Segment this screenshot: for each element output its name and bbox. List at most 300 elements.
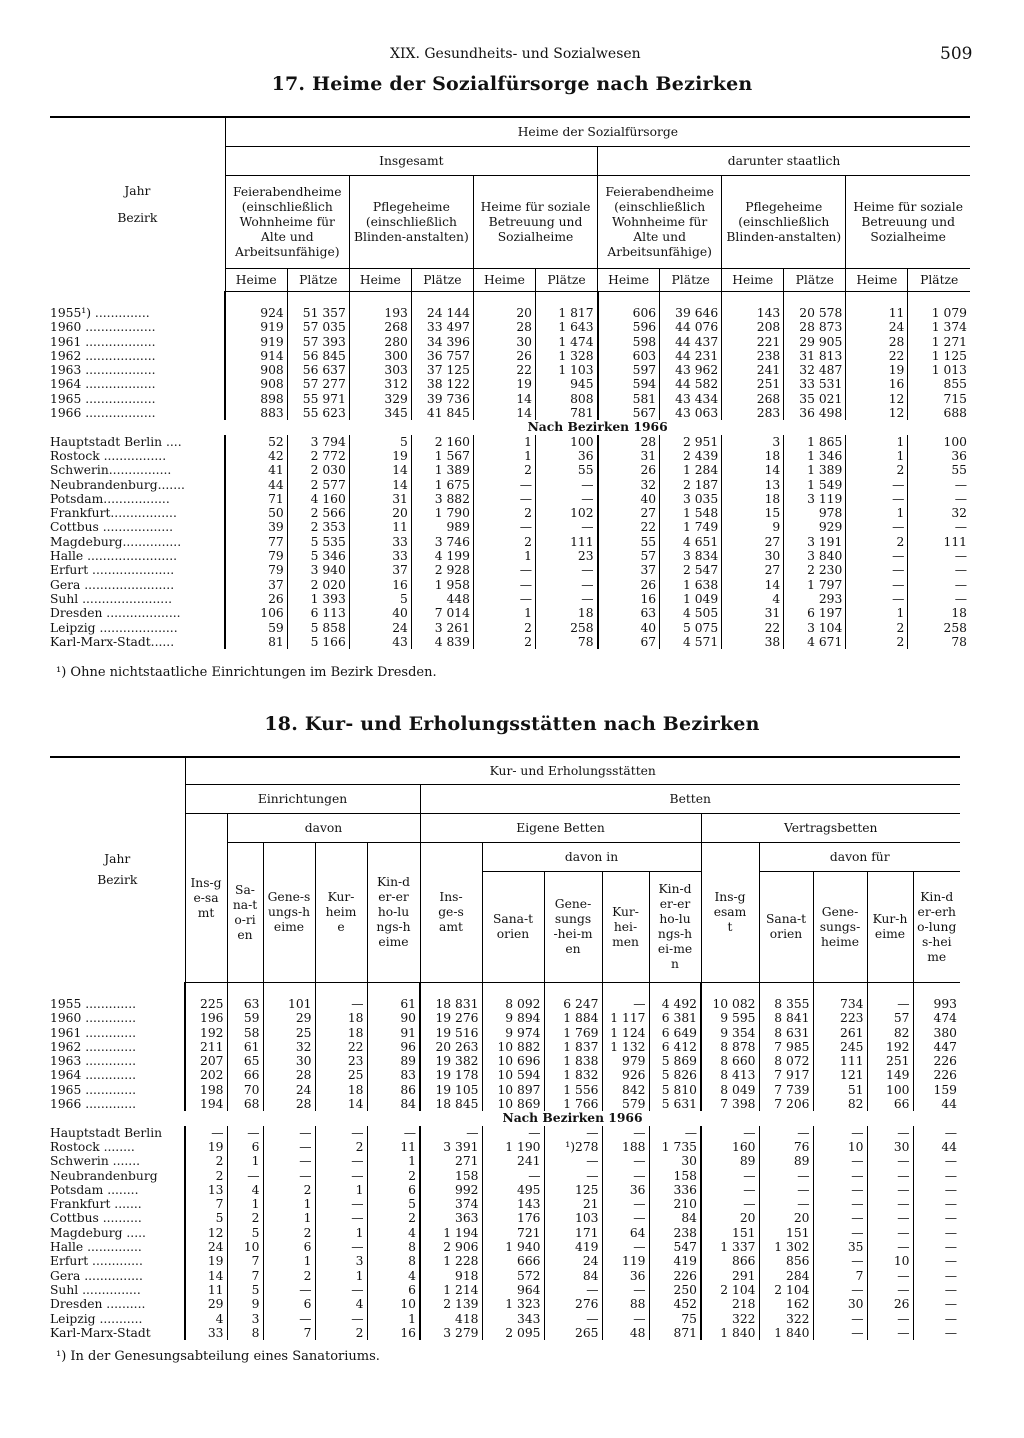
- cell: 3 191: [784, 535, 846, 549]
- cell: 90: [367, 1011, 420, 1025]
- cell: 149: [867, 1068, 913, 1082]
- cell: 474: [913, 1011, 960, 1025]
- section-spacer: [50, 1111, 185, 1125]
- cell: 6: [263, 1240, 315, 1254]
- cell: 5 346: [287, 549, 349, 563]
- cell: 1 132: [602, 1040, 649, 1054]
- cell: 3 940: [287, 563, 349, 577]
- eigene-genesung-header: [544, 872, 602, 983]
- cell: 598: [598, 335, 660, 349]
- cell: 32: [908, 506, 970, 520]
- cell: 9 974: [482, 1026, 544, 1040]
- soziale-heime-staatlich-header: Heime für soziale Betreuung und Sozialheime: [846, 176, 970, 269]
- spacer-cell: [649, 983, 701, 998]
- spacer-cell: [846, 292, 908, 307]
- cell: 40: [349, 606, 411, 620]
- cell: 8 049: [701, 1083, 759, 1097]
- cell: 30: [473, 335, 535, 349]
- cell: 908: [225, 377, 287, 391]
- heime-subheader: Heime: [598, 269, 660, 292]
- cell: —: [913, 1283, 960, 1297]
- einr-kurheime-label: Kur-heime: [325, 890, 357, 934]
- cell: 258: [536, 621, 598, 635]
- cell: —: [846, 578, 908, 592]
- cell: —: [482, 1169, 544, 1183]
- cell: 29 905: [784, 335, 846, 349]
- cell: —: [544, 1283, 602, 1297]
- cell: 908: [225, 363, 287, 377]
- cell: 30: [867, 1140, 913, 1154]
- cell: 1: [315, 1226, 367, 1240]
- cell: —: [263, 1169, 315, 1183]
- cell: 28: [473, 320, 535, 334]
- cell: 283: [722, 406, 784, 420]
- cell: 3 834: [660, 549, 722, 563]
- cell: 24: [263, 1083, 315, 1097]
- cell: 188: [602, 1140, 649, 1154]
- cell: 24: [544, 1254, 602, 1268]
- cell: 176: [482, 1211, 544, 1225]
- cell: —: [913, 1254, 960, 1268]
- cell: 4: [185, 1312, 227, 1326]
- cell: 103: [544, 1211, 602, 1225]
- cell: 2: [473, 506, 535, 520]
- cell: 18: [315, 1026, 367, 1040]
- cell: 1 556: [544, 1083, 602, 1097]
- row-label: Schwerin................: [50, 463, 172, 478]
- heime-header: Heime der Sozialfürsorge: [225, 117, 970, 147]
- cell: 1 840: [701, 1326, 759, 1340]
- cell: 19 178: [420, 1068, 482, 1082]
- cell: 1 346: [784, 449, 846, 463]
- cell: 10 897: [482, 1083, 544, 1097]
- cell: 7 985: [759, 1040, 813, 1054]
- cell: 14: [722, 578, 784, 592]
- cell: 322: [759, 1312, 813, 1326]
- cell: —: [315, 1283, 367, 1297]
- plaetze-subheader: Plätze: [784, 269, 846, 292]
- cell: 11: [185, 1283, 227, 1297]
- eigene-betten-header: Eigene Betten: [420, 814, 701, 843]
- cell: —: [602, 1312, 649, 1326]
- cell: 2: [473, 535, 535, 549]
- cell: —: [315, 1312, 367, 1326]
- cell: 82: [867, 1026, 913, 1040]
- cell: 22: [598, 520, 660, 534]
- cell: 1 958: [411, 578, 473, 592]
- cell: 7: [227, 1254, 263, 1268]
- cell: 31: [598, 449, 660, 463]
- cell: 40: [598, 621, 660, 635]
- cell: —: [602, 1211, 649, 1225]
- row-label: Magdeburg .....: [50, 1225, 146, 1240]
- eigene-davon-in-header: davon in: [482, 843, 701, 872]
- cell: —: [867, 997, 913, 1011]
- cell: —: [813, 1126, 867, 1140]
- cell: 100: [908, 435, 970, 449]
- cell: 4: [315, 1297, 367, 1311]
- row-label: Erfurt .....................: [50, 563, 175, 578]
- cell: 91: [367, 1026, 420, 1040]
- cell: 121: [813, 1068, 867, 1082]
- cell: 808: [536, 392, 598, 406]
- cell: 10: [227, 1240, 263, 1254]
- eigene-kinder-label: Kin-der-erho-lungs-hei-men: [657, 882, 693, 971]
- cell: —: [867, 1211, 913, 1225]
- cell: 2 928: [411, 563, 473, 577]
- row-label: 1955 .............: [50, 997, 137, 1011]
- cell: 2: [846, 621, 908, 635]
- cell: 9: [722, 520, 784, 534]
- cell: 19: [349, 449, 411, 463]
- cell: 77: [225, 535, 287, 549]
- cell: —: [908, 578, 970, 592]
- cell: 1 190: [482, 1140, 544, 1154]
- cell: 26: [473, 349, 535, 363]
- cell: 89: [367, 1054, 420, 1068]
- cell: 63: [598, 606, 660, 620]
- cell: 1 124: [602, 1026, 649, 1040]
- cell: 855: [908, 377, 970, 391]
- eigene-kurheimen-label: Kur-hei-men: [612, 904, 639, 949]
- row-label: Schwerin .......: [50, 1154, 141, 1169]
- cell: 245: [813, 1040, 867, 1054]
- cell: 8: [227, 1326, 263, 1340]
- plaetze-subheader: Plätze: [660, 269, 722, 292]
- cell: 33: [349, 535, 411, 549]
- cell: —: [315, 1126, 367, 1140]
- cell: 7: [263, 1326, 315, 1340]
- cell: —: [602, 1154, 649, 1168]
- cell: —: [701, 1197, 759, 1211]
- district-row: [50, 1169, 960, 1183]
- cell: 9: [227, 1297, 263, 1311]
- year-row: [50, 1026, 960, 1040]
- cell: 6 412: [649, 1040, 701, 1054]
- cell: 210: [649, 1197, 701, 1211]
- cell: 24: [846, 320, 908, 334]
- einrichtungen-header: Einrichtungen: [185, 785, 420, 814]
- row-label: Halle ..............: [50, 1240, 142, 1255]
- cell: 4 160: [287, 492, 349, 506]
- row-label: Hauptstadt Berlin ....: [50, 434, 182, 449]
- cell: 7 739: [759, 1083, 813, 1097]
- cell: 1 393: [287, 592, 349, 606]
- cell: 1 389: [784, 463, 846, 477]
- cell: 27: [598, 506, 660, 520]
- cell: 20: [473, 306, 535, 320]
- cell: 13: [722, 478, 784, 492]
- cell: 22: [473, 363, 535, 377]
- cell: 51 357: [287, 306, 349, 320]
- year-row: [50, 1083, 960, 1097]
- cell: 1 117: [602, 1011, 649, 1025]
- row-label: 1960 ..................: [50, 320, 156, 335]
- cell: —: [536, 478, 598, 492]
- cell: 715: [908, 392, 970, 406]
- cell: 1 389: [411, 463, 473, 477]
- cell: 989: [411, 520, 473, 534]
- cell: 159: [913, 1083, 960, 1097]
- einr-kinder-label: Kin-der-erho-lungs-heime: [376, 875, 411, 949]
- cell: 14: [315, 1097, 367, 1111]
- spacer-cell: [473, 292, 535, 307]
- cell: 158: [420, 1169, 482, 1183]
- cell: 111: [536, 535, 598, 549]
- cell: —: [482, 1126, 544, 1140]
- cell: 68: [227, 1097, 263, 1111]
- cell: 5 810: [649, 1083, 701, 1097]
- cell: 23: [315, 1054, 367, 1068]
- cell: —: [913, 1226, 960, 1240]
- cell: 79: [225, 563, 287, 577]
- spacer-cell: [420, 983, 482, 998]
- cell: —: [701, 1126, 759, 1140]
- cell: —: [544, 1126, 602, 1140]
- section-title: Nach Bezirken 1966: [502, 1110, 643, 1126]
- row-label: Erfurt .............: [50, 1254, 143, 1269]
- cell: 2: [846, 635, 908, 649]
- cell: 29: [263, 1011, 315, 1025]
- row-label: 1965 ..................: [50, 391, 156, 406]
- cell: 10: [867, 1254, 913, 1268]
- einr-kurheime-header: [315, 843, 367, 983]
- district-row: [50, 1297, 960, 1311]
- cell: 57 393: [287, 335, 349, 349]
- cell: 3 279: [420, 1326, 482, 1340]
- pflegeheime-staatlich-header: Pflegeheime (einschließlich Blinden-anstalten): [722, 176, 846, 269]
- cell: 8 413: [701, 1068, 759, 1082]
- cell: 10: [367, 1297, 420, 1311]
- cell: 55: [908, 463, 970, 477]
- cell: 6: [367, 1183, 420, 1197]
- cell: 1: [263, 1254, 315, 1268]
- cell: —: [473, 520, 535, 534]
- cell: 1: [846, 449, 908, 463]
- cell: 15: [722, 506, 784, 520]
- cell: 37: [598, 563, 660, 577]
- cell: 75: [649, 1312, 701, 1326]
- cell: 2 547: [660, 563, 722, 577]
- cell: 37: [349, 563, 411, 577]
- cell: 721: [482, 1226, 544, 1240]
- cell: 2 160: [411, 435, 473, 449]
- cell: —: [913, 1240, 960, 1254]
- cell: 1: [367, 1312, 420, 1326]
- cell: 6: [367, 1283, 420, 1297]
- cell: 207: [185, 1054, 227, 1068]
- cell: 32 487: [784, 363, 846, 377]
- eigene-sanatorien-header: [482, 872, 544, 983]
- spacer-cell: [367, 983, 420, 998]
- cell: 596: [598, 320, 660, 334]
- cell: 43: [349, 635, 411, 649]
- cell: 303: [349, 363, 411, 377]
- cell: 18: [722, 449, 784, 463]
- cell: 100: [867, 1083, 913, 1097]
- year-row: [50, 392, 970, 406]
- cell: 5: [185, 1211, 227, 1225]
- cell: 66: [227, 1068, 263, 1082]
- spacer-cell: [482, 983, 544, 998]
- cell: 1: [227, 1197, 263, 1211]
- feierabendheime-staatlich-header: Feierabendheime (einschließlich Wohnheime für Alte und Arbeitsunfähige): [598, 176, 722, 269]
- cell: 22: [846, 349, 908, 363]
- cell: 196: [185, 1011, 227, 1025]
- table-17-footnote: ¹) Ohne nichtstaatliche Einrichtungen im Bezirk Dresden.: [56, 665, 437, 680]
- district-row: [50, 578, 970, 592]
- cell: 1 797: [784, 578, 846, 592]
- row-label: 1962 .............: [50, 1039, 137, 1054]
- cell: 1 940: [482, 1240, 544, 1254]
- cell: 41: [225, 463, 287, 477]
- cell: 567: [598, 406, 660, 420]
- cell: 5 166: [287, 635, 349, 649]
- cell: —: [908, 520, 970, 534]
- cell: 56 845: [287, 349, 349, 363]
- cell: —: [913, 1326, 960, 1340]
- cell: 1 643: [536, 320, 598, 334]
- cell: 20 578: [784, 306, 846, 320]
- vertrag-genesung-header: [813, 872, 867, 983]
- cell: 1 567: [411, 449, 473, 463]
- plaetze-subheader: Plätze: [908, 269, 970, 292]
- vertrag-sanatorien-label: Sana-torien: [765, 912, 807, 941]
- cell: 151: [701, 1226, 759, 1240]
- cell: 418: [420, 1312, 482, 1326]
- cell: —: [473, 592, 535, 606]
- heime-subheader: Heime: [846, 269, 908, 292]
- cell: —: [908, 549, 970, 563]
- cell: 14: [349, 463, 411, 477]
- spacer-cell: [759, 983, 813, 998]
- vertrag-insgesamt-label: Ins-gesamt: [713, 890, 747, 934]
- row-label: Rostock ................: [50, 448, 167, 463]
- cell: —: [544, 1154, 602, 1168]
- cell: —: [813, 1183, 867, 1197]
- cell: 241: [482, 1154, 544, 1168]
- cell: 3 104: [784, 621, 846, 635]
- cell: 35: [813, 1240, 867, 1254]
- cell: —: [913, 1169, 960, 1183]
- cell: 4 671: [784, 635, 846, 649]
- cell: 84: [367, 1097, 420, 1111]
- year-row: [50, 406, 970, 420]
- cell: 1 079: [908, 306, 970, 320]
- cell: —: [536, 520, 598, 534]
- cell: 143: [722, 306, 784, 320]
- cell: 6 197: [784, 606, 846, 620]
- cell: 36: [908, 449, 970, 463]
- cell: 76: [759, 1140, 813, 1154]
- cell: 44: [913, 1097, 960, 1111]
- cell: 143: [482, 1197, 544, 1211]
- spacer-cell: [349, 292, 411, 307]
- cell: 43 434: [660, 392, 722, 406]
- cell: 33: [349, 549, 411, 563]
- cell: 261: [813, 1026, 867, 1040]
- cell: 5 075: [660, 621, 722, 635]
- cell: 20 263: [420, 1040, 482, 1054]
- cell: 3: [227, 1312, 263, 1326]
- row-label: Frankfurt.................: [50, 506, 177, 521]
- cell: 1 284: [660, 463, 722, 477]
- cell: —: [315, 1211, 367, 1225]
- cell: 2: [263, 1226, 315, 1240]
- cell: —: [185, 1126, 227, 1140]
- row-label: Leipzig ....................: [50, 620, 178, 635]
- district-row: [50, 478, 970, 492]
- cell: 19: [185, 1254, 227, 1268]
- cell: —: [813, 1197, 867, 1211]
- cell: 8 072: [759, 1054, 813, 1068]
- district-row: [50, 1226, 960, 1240]
- row-label: Dresden ...................: [50, 606, 181, 621]
- cell: 238: [722, 349, 784, 363]
- cell: 251: [722, 377, 784, 391]
- district-row: [50, 1140, 960, 1154]
- district-row: [50, 492, 970, 506]
- cell: 12: [185, 1226, 227, 1240]
- cell: 78: [536, 635, 598, 649]
- cell: 1 125: [908, 349, 970, 363]
- cell: 419: [649, 1254, 701, 1268]
- cell: 14: [722, 463, 784, 477]
- cell: —: [227, 1126, 263, 1140]
- cell: 89: [701, 1154, 759, 1168]
- cell: 2 577: [287, 478, 349, 492]
- cell: 8 631: [759, 1026, 813, 1040]
- bezirk-label: Bezirk: [117, 210, 158, 225]
- einr-davon-header: davon: [227, 814, 420, 843]
- cell: 284: [759, 1269, 813, 1283]
- cell: 1: [846, 435, 908, 449]
- cell: 57: [867, 1011, 913, 1025]
- cell: 6 247: [544, 997, 602, 1011]
- cell: —: [813, 1226, 867, 1240]
- cell: 24: [185, 1240, 227, 1254]
- district-row: [50, 606, 970, 620]
- cell: —: [315, 1154, 367, 1168]
- cell: 268: [722, 392, 784, 406]
- cell: 39: [225, 520, 287, 534]
- cell: 79: [225, 549, 287, 563]
- cell: 2 439: [660, 449, 722, 463]
- cell: 19 276: [420, 1011, 482, 1025]
- cell: 1: [846, 606, 908, 620]
- cell: 16: [349, 578, 411, 592]
- cell: 18: [536, 606, 598, 620]
- cell: 1: [367, 1154, 420, 1168]
- spacer-cell: [913, 983, 960, 998]
- heime-subheader: Heime: [473, 269, 535, 292]
- cell: 218: [701, 1297, 759, 1311]
- cell: 1 749: [660, 520, 722, 534]
- cell: 1 548: [660, 506, 722, 520]
- cell: 6 381: [649, 1011, 701, 1025]
- cell: —: [602, 997, 649, 1011]
- cell: 291: [701, 1269, 759, 1283]
- cell: 12: [846, 392, 908, 406]
- district-row: [50, 592, 970, 606]
- cell: 14: [349, 478, 411, 492]
- spacer-cell: [227, 983, 263, 998]
- cell: 5: [227, 1283, 263, 1297]
- district-row: [50, 549, 970, 563]
- cell: 8 660: [701, 1054, 759, 1068]
- cell: 37: [225, 578, 287, 592]
- cell: 28: [598, 435, 660, 449]
